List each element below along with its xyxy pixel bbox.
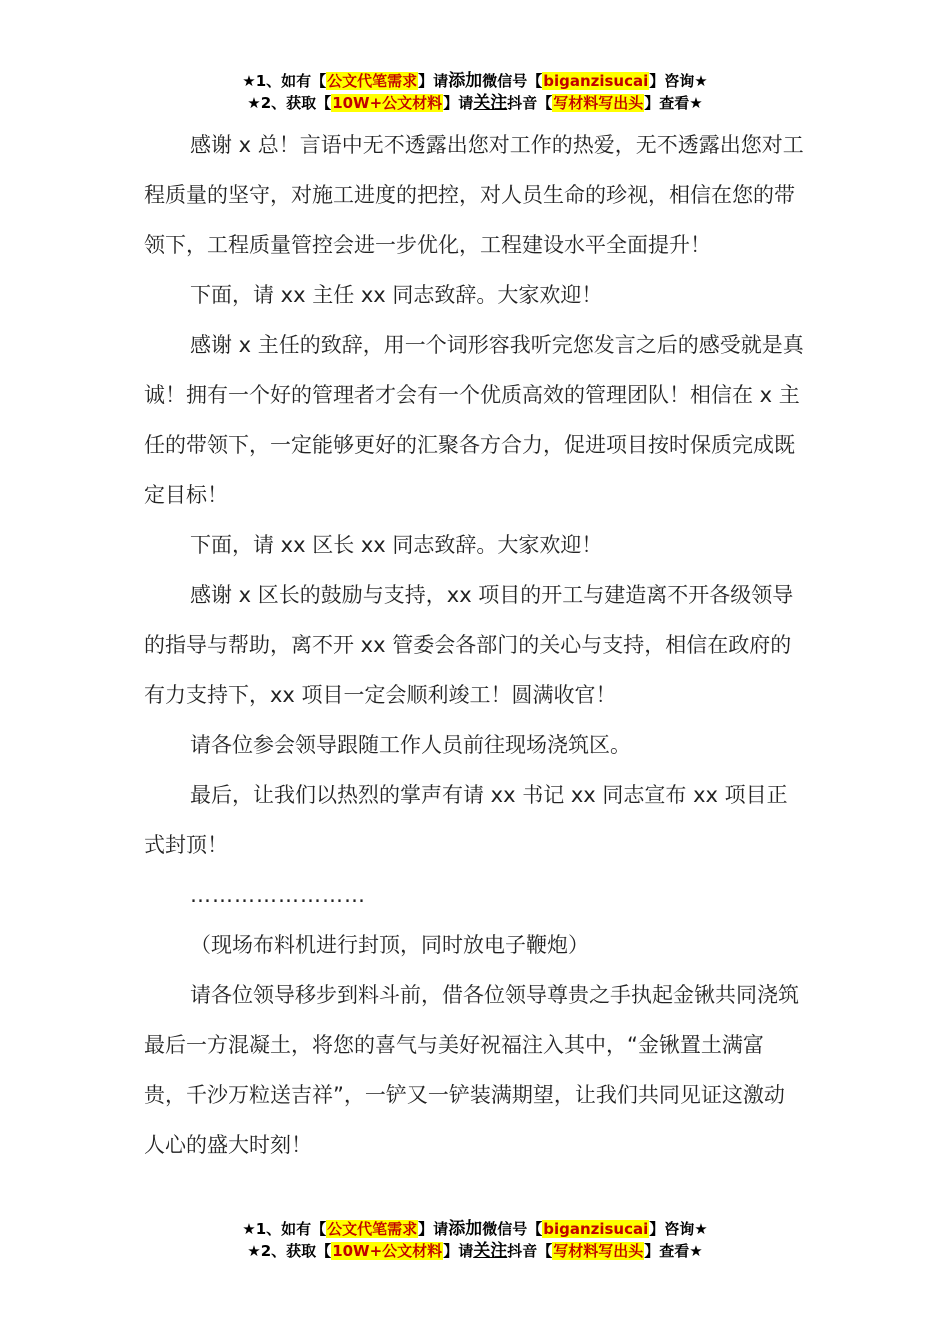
banner-text: ★1、如有【 [242,1220,327,1238]
header-banner [0,70,950,114]
highlight-douyin-account: 写材料写出头 [553,1242,644,1260]
banner-text: 抖音【 [507,94,553,112]
banner-text: 】请 [418,1220,449,1238]
banner-text: 】查看★ [644,94,703,112]
highlight-wechat-id: biganzisucai [543,1220,649,1238]
paragraph: 感谢 x 总！言语中无不透露出您对工作的热爱，无不透露出您对工程质量的坚守，对施工进度的把控，对人员生命的珍视，相信在您的带领下，工程质量管控会进一步优化，工程建设水平全面提升！ [144,133,804,257]
paragraph: 下面，请 xx 区长 xx 同志致辞。大家欢迎！ [190,533,603,557]
highlight-writing-service: 公文代笔需求 [327,1220,418,1238]
banner-emphasis: 添加 [448,71,483,91]
banner-text: 】咨询★ [649,72,708,90]
banner-text: 抖音【 [507,1242,553,1260]
highlight-materials: 10W+公文材料 [332,94,443,112]
document-body [144,120,804,1170]
banner-emphasis: 关注 [473,93,508,113]
banner-emphasis: 添加 [448,1219,483,1239]
paragraph: 感谢 x 区长的鼓励与支持，xx 项目的开工与建造离不开各级领导的指导与帮助，离不开 xx 管委会各部门的关心与支持，相信在政府的有力支持下，xx 项目一定会顺利竣工！圆满收官！ [144,583,794,707]
paragraph: 下面，请 xx 主任 xx 同志致辞。大家欢迎！ [190,283,603,307]
paragraph: 感谢 x 主任的致辞，用一个词形容我听完您发言之后的感受就是真诚！拥有一个好的管理者才会有一个优质高效的管理团队！相信在 x 主任的带领下，一定能够更好的汇聚各方合力，促进项目按时保质完成既定目标！ [144,333,804,507]
banner-text: 】请 [418,72,449,90]
banner-text: 微信号【 [482,72,543,90]
ellipsis-separator: …………………… [190,883,366,907]
paragraph: 请各位参会领导跟随工作人员前往现场浇筑区。 [190,733,631,757]
banner-text: 】咨询★ [649,1220,708,1238]
stage-direction: （现场布料机进行封顶，同时放电子鞭炮） [190,933,589,957]
footer-banner [0,1218,950,1262]
banner-text: ★2、获取【 [247,1242,332,1260]
banner-text: 】请 [443,1242,474,1260]
highlight-wechat-id: biganzisucai [543,72,649,90]
banner-text: 微信号【 [482,1220,543,1238]
banner-line-2 [0,1240,950,1262]
banner-text: ★2、获取【 [247,94,332,112]
banner-line-1 [0,1218,950,1240]
banner-text: 】查看★ [644,1242,703,1260]
paragraph: 请各位领导移步到料斗前，借各位领导尊贵之手执起金锹共同浇筑最后一方混凝土，将您的喜气与美好祝福注入其中，“金锹置土满富贵，千沙万粒送吉祥”，一铲又一铲装满期望，让我们共同见证这激动人心的盛大时刻！ [144,983,799,1157]
banner-text: ★1、如有【 [242,72,327,90]
highlight-douyin-account: 写材料写出头 [553,94,644,112]
banner-text: 】请 [443,94,474,112]
banner-emphasis: 关注 [473,1241,508,1261]
paragraph: 最后，让我们以热烈的掌声有请 xx 书记 xx 同志宣布 xx 项目正式封顶！ [144,783,788,857]
highlight-materials: 10W+公文材料 [332,1242,443,1260]
banner-line-1 [0,70,950,92]
banner-line-2 [0,92,950,114]
highlight-writing-service: 公文代笔需求 [327,72,418,90]
